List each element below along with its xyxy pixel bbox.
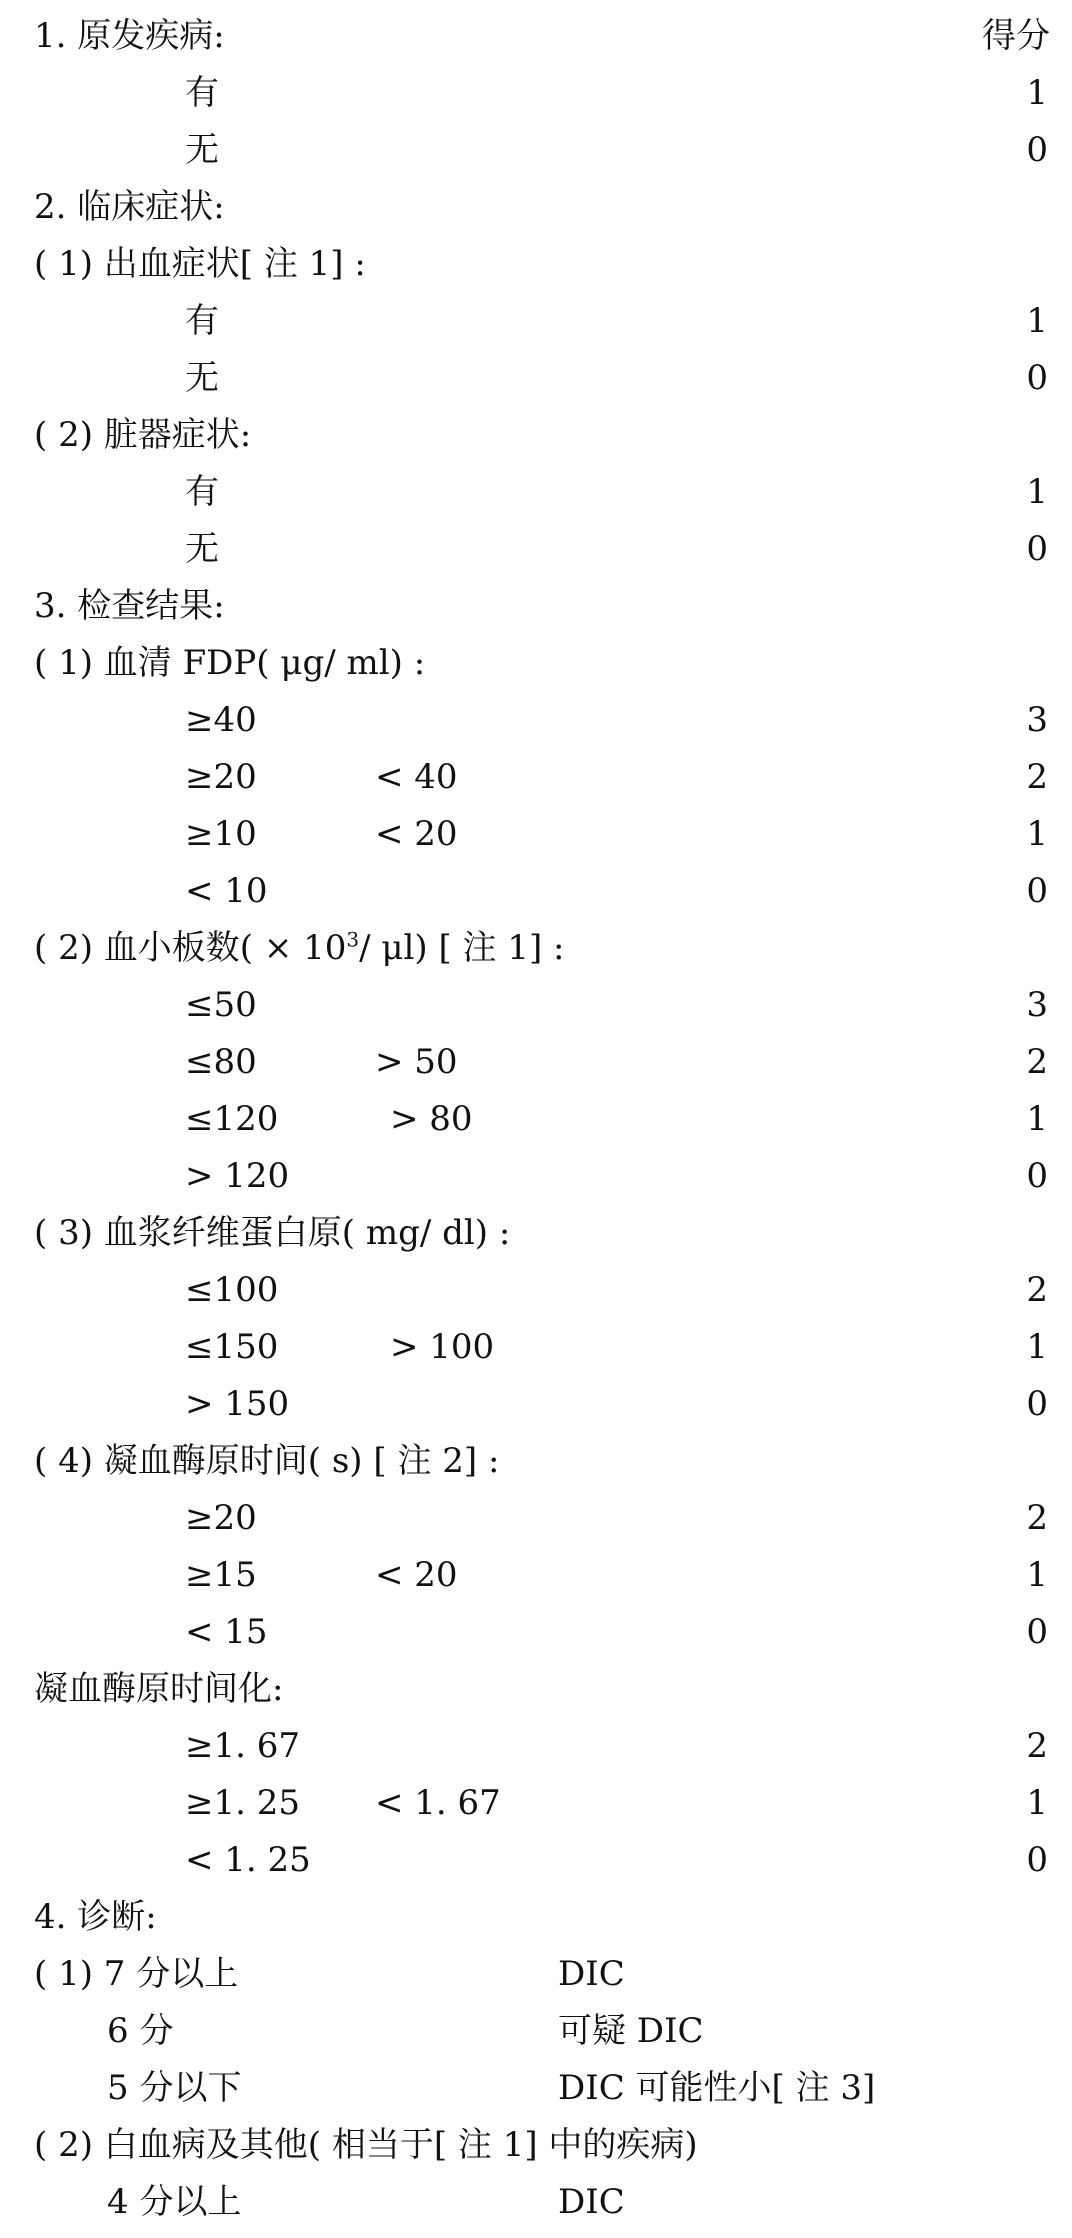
section-4-header-row — [0, 1889, 1072, 1946]
range-lower: ≤120 — [185, 1099, 279, 1139]
subsection-title-row — [0, 1433, 1072, 1490]
option-score: 2 — [1026, 1498, 1048, 1538]
score-row — [0, 1775, 1072, 1832]
fibrinogen-title: ( 3) 血浆纤维蛋白原( mg/ dl) : — [34, 1213, 511, 1253]
option-score: 3 — [1026, 700, 1048, 740]
fdp-title: ( 1) 血清 FDP( μg/ ml) : — [34, 643, 426, 683]
score-row — [0, 1319, 1072, 1376]
option-score: 2 — [1026, 757, 1048, 797]
score-row — [0, 350, 1072, 407]
subsection-title-row — [0, 2117, 1072, 2174]
option-score: 1 — [1026, 1555, 1048, 1595]
range-lower: < 1. 25 — [185, 1840, 311, 1880]
range-lower: ≤150 — [185, 1327, 279, 1367]
range-lower: ≤80 — [185, 1042, 257, 1082]
diagnosis-row — [0, 2060, 1072, 2117]
range-lower: > 150 — [185, 1384, 290, 1424]
subsection-title-row — [0, 635, 1072, 692]
score-row — [0, 1547, 1072, 1604]
score-row — [0, 692, 1072, 749]
platelet-title-exponent: 3 — [346, 927, 360, 952]
organ-symptoms-title: ( 2) 脏器症状: — [34, 415, 252, 455]
option-score: 0 — [1026, 1612, 1048, 1652]
subsection-title-row — [0, 1661, 1072, 1718]
section-1-title: 1. 原发疾病: — [34, 16, 225, 56]
option-score: 2 — [1026, 1726, 1048, 1766]
range-lower: ≤100 — [185, 1270, 279, 1310]
option-score: 0 — [1026, 529, 1048, 569]
range-lower: ≤50 — [185, 985, 257, 1025]
score-row — [0, 1832, 1072, 1889]
range-lower: ≥20 — [185, 1498, 257, 1538]
range-lower: ≥1. 25 — [185, 1783, 300, 1823]
score-row — [0, 1718, 1072, 1775]
diagnosis-result: 可疑 DIC — [558, 2011, 704, 2051]
range-lower: ≥10 — [185, 814, 257, 854]
platelet-title — [34, 920, 565, 977]
option-score: 2 — [1026, 1042, 1048, 1082]
diagnosis-threshold: 5 分以下 — [107, 2068, 242, 2108]
range-upper: < 1. 67 — [375, 1783, 501, 1823]
score-row — [0, 749, 1072, 806]
range-lower: < 15 — [185, 1612, 268, 1652]
diagnosis-row — [0, 2003, 1072, 2060]
score-row — [0, 1262, 1072, 1319]
option-score: 0 — [1026, 1156, 1048, 1196]
leukemia-criteria-title: ( 2) 白血病及其他( 相当于[ 注 1] 中的疾病) — [34, 2125, 698, 2165]
diagnosis-result: DIC 可能性小[ 注 3] — [558, 2068, 876, 2108]
range-lower: > 120 — [185, 1156, 290, 1196]
option-label: 有 — [185, 472, 219, 512]
diagnosis-threshold: 4 分以上 — [107, 2182, 242, 2222]
score-row — [0, 1034, 1072, 1091]
option-score: 1 — [1026, 1783, 1048, 1823]
score-row — [0, 1490, 1072, 1547]
score-row — [0, 464, 1072, 521]
score-row — [0, 977, 1072, 1034]
platelet-title-text: ( 2) 血小板数( × 10 — [34, 928, 347, 968]
range-upper: < 20 — [375, 1555, 458, 1595]
option-score: 1 — [1026, 1099, 1048, 1139]
option-score: 0 — [1026, 1840, 1048, 1880]
option-score: 1 — [1026, 1327, 1048, 1367]
option-score: 1 — [1026, 301, 1048, 341]
option-score: 0 — [1026, 1384, 1048, 1424]
range-lower: ≥1. 67 — [185, 1726, 300, 1766]
score-row — [0, 521, 1072, 578]
prothrombin-time-title: ( 4) 凝血酶原时间( s) [ 注 2] : — [34, 1441, 500, 1481]
range-upper: > 100 — [390, 1327, 495, 1367]
score-column-header: 得分 — [982, 16, 1050, 56]
platelet-title-unit: / μl) [ 注 1] : — [359, 928, 565, 968]
option-score: 0 — [1026, 871, 1048, 911]
diagnosis-threshold: 6 分 — [107, 2011, 174, 2051]
option-label: 有 — [185, 73, 219, 113]
diagnosis-result: DIC — [558, 2182, 625, 2222]
range-lower: ≥20 — [185, 757, 257, 797]
range-upper: < 40 — [375, 757, 458, 797]
section-2-title: 2. 临床症状: — [34, 187, 225, 227]
score-row — [0, 1376, 1072, 1433]
score-row — [0, 1148, 1072, 1205]
score-row — [0, 806, 1072, 863]
range-upper: > 50 — [375, 1042, 458, 1082]
section-3-header-row — [0, 578, 1072, 635]
score-row — [0, 122, 1072, 179]
range-upper: < 20 — [375, 814, 458, 854]
section-3-title: 3. 检查结果: — [34, 586, 225, 626]
score-row — [0, 1091, 1072, 1148]
option-score: 0 — [1026, 358, 1048, 398]
option-score: 1 — [1026, 814, 1048, 854]
diagnosis-result: DIC — [558, 1954, 625, 1994]
score-row — [0, 1604, 1072, 1661]
subsection-title-row — [0, 920, 1072, 977]
score-row — [0, 65, 1072, 122]
score-row — [0, 863, 1072, 920]
subsection-title-row — [0, 1205, 1072, 1262]
section-1-header-row — [0, 8, 1072, 65]
range-upper: > 80 — [390, 1099, 473, 1139]
section-4-title: 4. 诊断: — [34, 1897, 157, 1937]
section-2-header-row — [0, 179, 1072, 236]
subsection-title-row — [0, 407, 1072, 464]
option-score: 3 — [1026, 985, 1048, 1025]
option-label: 无 — [185, 358, 219, 398]
option-score: 1 — [1026, 73, 1048, 113]
option-label: 有 — [185, 301, 219, 341]
option-label: 无 — [185, 529, 219, 569]
range-lower: ≥15 — [185, 1555, 257, 1595]
range-lower: ≥40 — [185, 700, 257, 740]
score-row — [0, 293, 1072, 350]
subsection-title-row — [0, 236, 1072, 293]
option-score: 0 — [1026, 130, 1048, 170]
option-score: 2 — [1026, 1270, 1048, 1310]
bleeding-symptoms-title: ( 1) 出血症状[ 注 1] : — [34, 244, 366, 284]
option-score: 1 — [1026, 472, 1048, 512]
diagnosis-row — [0, 2174, 1072, 2231]
range-lower: < 10 — [185, 871, 268, 911]
prothrombin-ratio-title: 凝血酶原时间化: — [34, 1669, 284, 1709]
option-label: 无 — [185, 130, 219, 170]
diagnosis-threshold: ( 1) 7 分以上 — [34, 1954, 239, 1994]
diagnosis-row — [0, 1946, 1072, 2003]
